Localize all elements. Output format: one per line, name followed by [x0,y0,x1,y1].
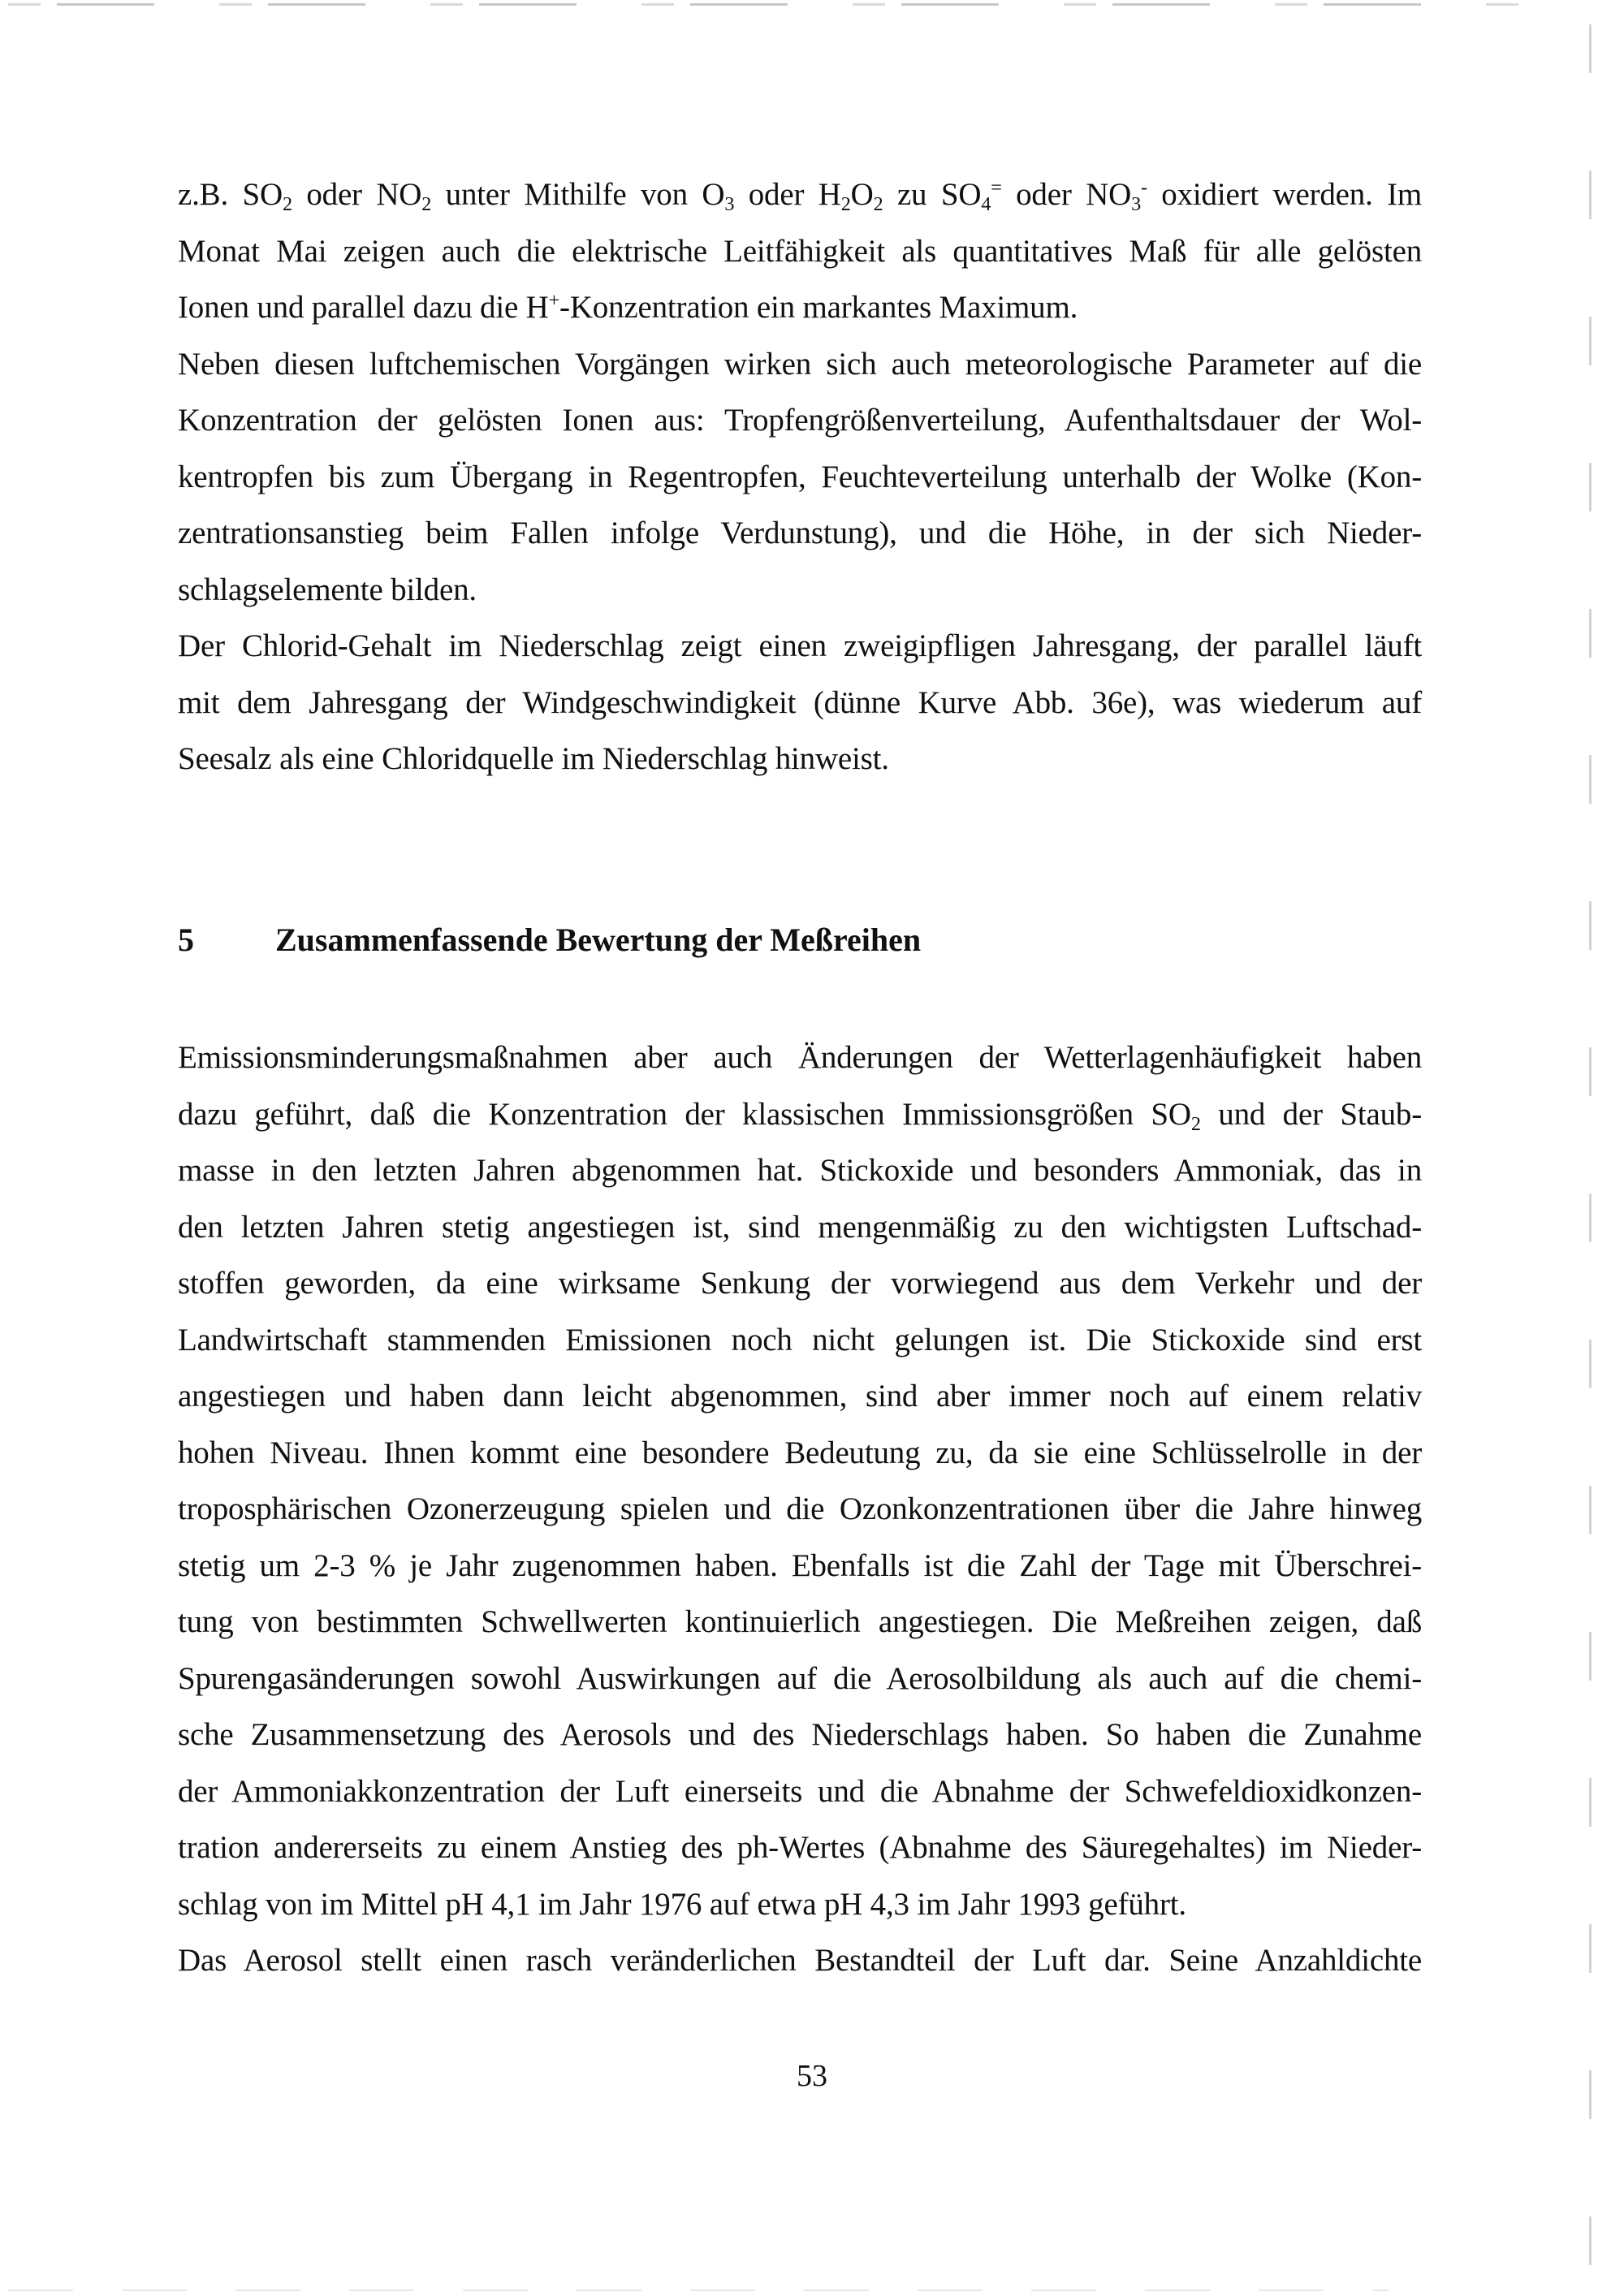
text-line: Seesalz als eine Chloridquelle im Niederschlag hinweist. [178,741,889,776]
text-run: oder NO [292,177,422,212]
body-text-upper [178,166,1422,788]
subscript: 2 [282,192,292,215]
text-line: der Ammoniakkonzentration der Luft einerseits und die Abnahme der Schwefeldioxidkonzen- [178,1773,1422,1809]
text-line [178,166,1422,223]
text-line: Konzentration der gelösten Ionen aus: Tropfengrößenverteilung, Aufenthaltsdauer der Wol- [178,403,1422,438]
text-line: masse in den letzten Jahren abgenommen hat. Stickoxide und besonders Ammoniak, das in [178,1153,1422,1188]
subscript: 2 [873,192,883,215]
paragraph-3 [178,618,1422,788]
paragraph-1 [178,166,1422,336]
text-line: angestiegen und haben dann leicht abgenommen, sind aber immer noch auf einem relativ [178,1379,1422,1413]
body-text-lower [178,1029,1422,1989]
scan-artifact-right [1589,24,1592,2281]
paragraph-4 [178,1029,1422,1932]
text-line: Spurengasänderungen sowohl Auswirkungen auf die Aerosolbildung als auch auf die chemi- [178,1660,1422,1696]
text-line: zentrationsanstieg beim Fallen infolge Verdunstung), und die Höhe, in der sich Nieder- [178,516,1422,550]
text-line: schlag von im Mittel pH 4,1 im Jahr 1976 auf etwa pH 4,3 im Jahr 1993 geführt. [178,1886,1186,1922]
text-line: den letzten Jahren stetig angestiegen ist, sind mengenmäßig zu den wichtigsten Luftschad- [178,1209,1422,1245]
subscript: 3 [724,192,735,215]
subscript: 2 [421,192,432,215]
section-number: 5 [178,921,194,958]
subscript: 2 [1190,1112,1201,1135]
text-line: Emissionsminderungsmaßnahmen aber auch Änderungen der Wetterlagenhäufigkeit haben [178,1040,1422,1075]
text-run: z.B. SO [178,177,283,212]
text-run: oder H [734,177,841,212]
text-run: und der Staub- [1200,1096,1423,1132]
text-run: zu SO [883,177,982,212]
section-title: Zusammenfassende Bewertung der Meßreihen [275,921,922,958]
text-line [178,1086,1422,1143]
text-line: Neben diesen luftchemischen Vorgängen wirken sich auch meteorologische Parameter auf die [178,346,1422,382]
text-line: schlagselemente bilden. [178,572,477,607]
subscript: 3 [1131,192,1141,215]
text-run: oxidiert werden. Im [1147,177,1423,212]
text-run: -Konzentration ein markantes Maximum. [559,290,1078,325]
subscript: 2 [840,192,851,215]
superscript: - [1140,176,1147,199]
text-line: hohen Niveau. Ihnen kommt eine besondere Bedeutung zu, da sie eine Schlüsselrolle in der [178,1435,1422,1470]
text-run: oder NO [1001,177,1132,212]
text-line: sche Zusammensetzung des Aerosols und des Niederschlags haben. So haben die Zunahme [178,1717,1422,1752]
text-run: dazu geführt, daß die Konzentration der klassischen Immissionsgrößen SO [178,1096,1191,1132]
text-line: mit dem Jahresgang der Windgeschwindigkeit (dünne Kurve Abb. 36e), was wiederum auf [178,684,1422,720]
section-heading [178,916,921,965]
text-line: tung von bestimmten Schwellwerten kontinuierlich angestiegen. Die Meßreihen zeigen, daß [178,1604,1422,1639]
superscript: = [991,176,1002,199]
text-line: stoffen geworden, da eine wirksame Senkung der vorwiegend aus dem Verkehr und der [178,1266,1422,1301]
paragraph-2 [178,336,1422,619]
text-line [178,279,1422,336]
page-number: 53 [797,2059,827,2093]
text-line: troposphärischen Ozonerzeugung spielen und die Ozonkonzentrationen über die Jahre hinweg [178,1491,1422,1526]
text-line: Landwirtschaft stammenden Emissionen noch nicht gelungen ist. Die Stickoxide sind erst [178,1322,1422,1357]
text-line: Der Chlorid-Gehalt im Niederschlag zeigt einen zweigipfligen Jahresgang, der parallel läuft [178,628,1422,663]
scan-artifact-bottom [8,2290,1389,2291]
text-line: tration andererseits zu einem Anstieg des ph-Wertes (Abnahme des Säuregehaltes) im Nieder- [178,1830,1422,1865]
text-run: unter Mithilfe von O [431,177,725,212]
scan-artifact-top [8,3,1518,6]
text-run: Ionen und parallel dazu die H [178,290,549,325]
text-line: kentropfen bis zum Übergang in Regentropfen, Feuchteverteilung unterhalb der Wolke (Kon- [178,459,1422,494]
text-line: Das Aerosol stellt einen rasch veränderlichen Bestandteil der Luft dar. Seine Anzahldichte [178,1943,1422,1978]
text-line: stetig um 2-3 % je Jahr zugenommen haben. Ebenfalls ist die Zahl der Tage mit Überschrei- [178,1547,1422,1583]
paragraph-5 [178,1932,1422,1989]
text-run: O [850,177,874,212]
subscript: 4 [981,192,991,215]
text-line: Monat Mai zeigen auch die elektrische Leitfähigkeit als quantitatives Maß für alle gelösten [178,233,1422,269]
superscript: + [548,289,560,312]
